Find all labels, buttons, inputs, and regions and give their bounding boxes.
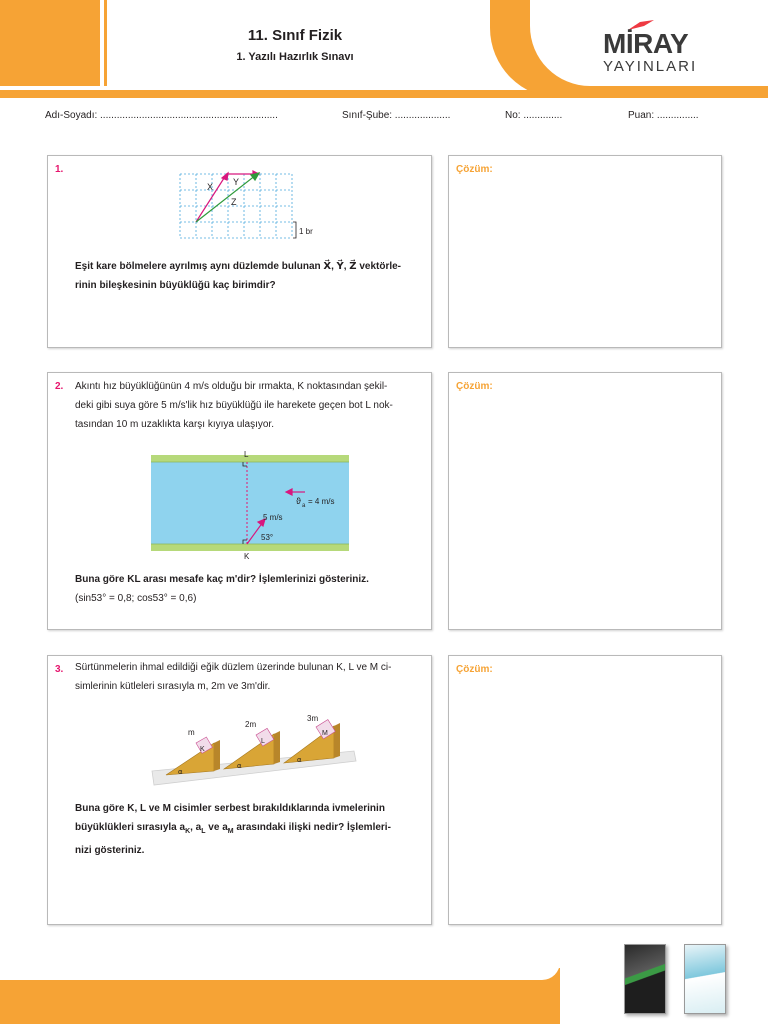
name-field: Adı-Soyadı: ................................................................ [45, 110, 278, 121]
question-number: 2. [55, 381, 64, 392]
header-left-block [0, 0, 100, 86]
vector-z-label: Z [231, 197, 237, 207]
solution-1-box [448, 155, 722, 348]
label-L: L [244, 450, 249, 459]
label-K: K [244, 552, 250, 560]
river-figure [151, 450, 361, 560]
number-field: No: .............. [505, 110, 563, 121]
solution-2-box [448, 372, 722, 630]
page-title: 11. Sınıf Fizik [247, 27, 343, 44]
brand-subname: YAYINLARI [603, 58, 698, 75]
vector-y-label: Y [233, 177, 240, 187]
block-l-label: L [261, 738, 265, 745]
river-bank-bottom [151, 544, 349, 551]
question-3-text: Sürtünmelerin ihmal edildiği eğik düzlem üzerinde bulunan K, L ve M ci- simlerinin kütleleri sırasıyla m, 2m ve 3m'dir. [75, 662, 392, 692]
solution-3-box [448, 655, 722, 925]
page-subtitle: 1. Yazılı Hazırlık Sınavı [236, 51, 354, 63]
question-3-prompt: Buna göre K, L ve M cisimler serbest bırakıldıklarında ivmelerinin büyüklükleri sırasıyla $a_K$, $a_L$ ve $a_M$ arasındaki ilişki nedir? İşlemleri- nizi gösteriniz. [75, 803, 391, 856]
block-k-label: K [200, 746, 205, 753]
incline-figure [144, 713, 364, 793]
question-2-prompt: Buna göre KL arası mesafe kaç m'dir? İşlemlerinizi gösteriniz. [75, 574, 369, 585]
footer-book-cover-1 [624, 944, 666, 1014]
solution-label: Çözüm: [456, 381, 493, 392]
mass-2m-label: 2m [245, 720, 257, 729]
brand-logo [600, 18, 710, 73]
block-m-label: M [322, 730, 328, 737]
footer-book-cover-2 [684, 944, 726, 1014]
current-symbol: ϑ [296, 496, 301, 506]
boat-speed-label: 5 m/s [263, 513, 283, 522]
alpha-label-2: α [237, 762, 242, 770]
question-number: 1. [55, 164, 64, 175]
question-1-box [47, 155, 432, 348]
footer-white-curve [0, 962, 560, 980]
mass-m-label: m [188, 728, 195, 737]
angle-label: 53° [261, 533, 274, 542]
question-2-given: (sin53° = 0,8; cos53° = 0,6) [75, 593, 197, 604]
current-subscript: a [302, 503, 306, 509]
unit-bracket [293, 222, 296, 238]
solution-label: Çözüm: [456, 664, 493, 675]
class-field: Sınıf-Şube: .................... [342, 110, 451, 121]
question-3-box [47, 655, 432, 925]
alpha-label-1: α [178, 768, 183, 776]
unit-label: 1 br [299, 227, 313, 236]
river-bank-top [151, 455, 349, 462]
alpha-label-3: α [297, 756, 302, 764]
current-value: = 4 m/s [308, 497, 335, 506]
score-field: Puan: ............... [628, 110, 699, 121]
question-number: 3. [55, 664, 64, 675]
question-2-box [47, 372, 432, 630]
solution-label: Çözüm: [456, 164, 493, 175]
question-2-text: Akıntı hız büyüklüğünün 4 m/s olduğu bir ırmakta, K noktasından şekil- deki gibi suya göre 5 m/s'lik hız büyüklüğü ile harekete geçen bot L nok- tasından 10 m uzaklıkta karşı kıyıya ulaşıyor. [75, 381, 393, 430]
question-1-text: Eşit kare bölmelere ayrılmış aynı düzlemde bulunan X⃗, Y⃗, Z⃗ vektörle- rinin bileşkesinin büyüklüğü kaç birimdir? [75, 261, 402, 291]
vector-grid-figure [176, 170, 326, 250]
brand-name: MİRAY [603, 28, 689, 59]
mass-3m-label: 3m [307, 714, 319, 723]
vector-x-label: X [207, 182, 214, 192]
